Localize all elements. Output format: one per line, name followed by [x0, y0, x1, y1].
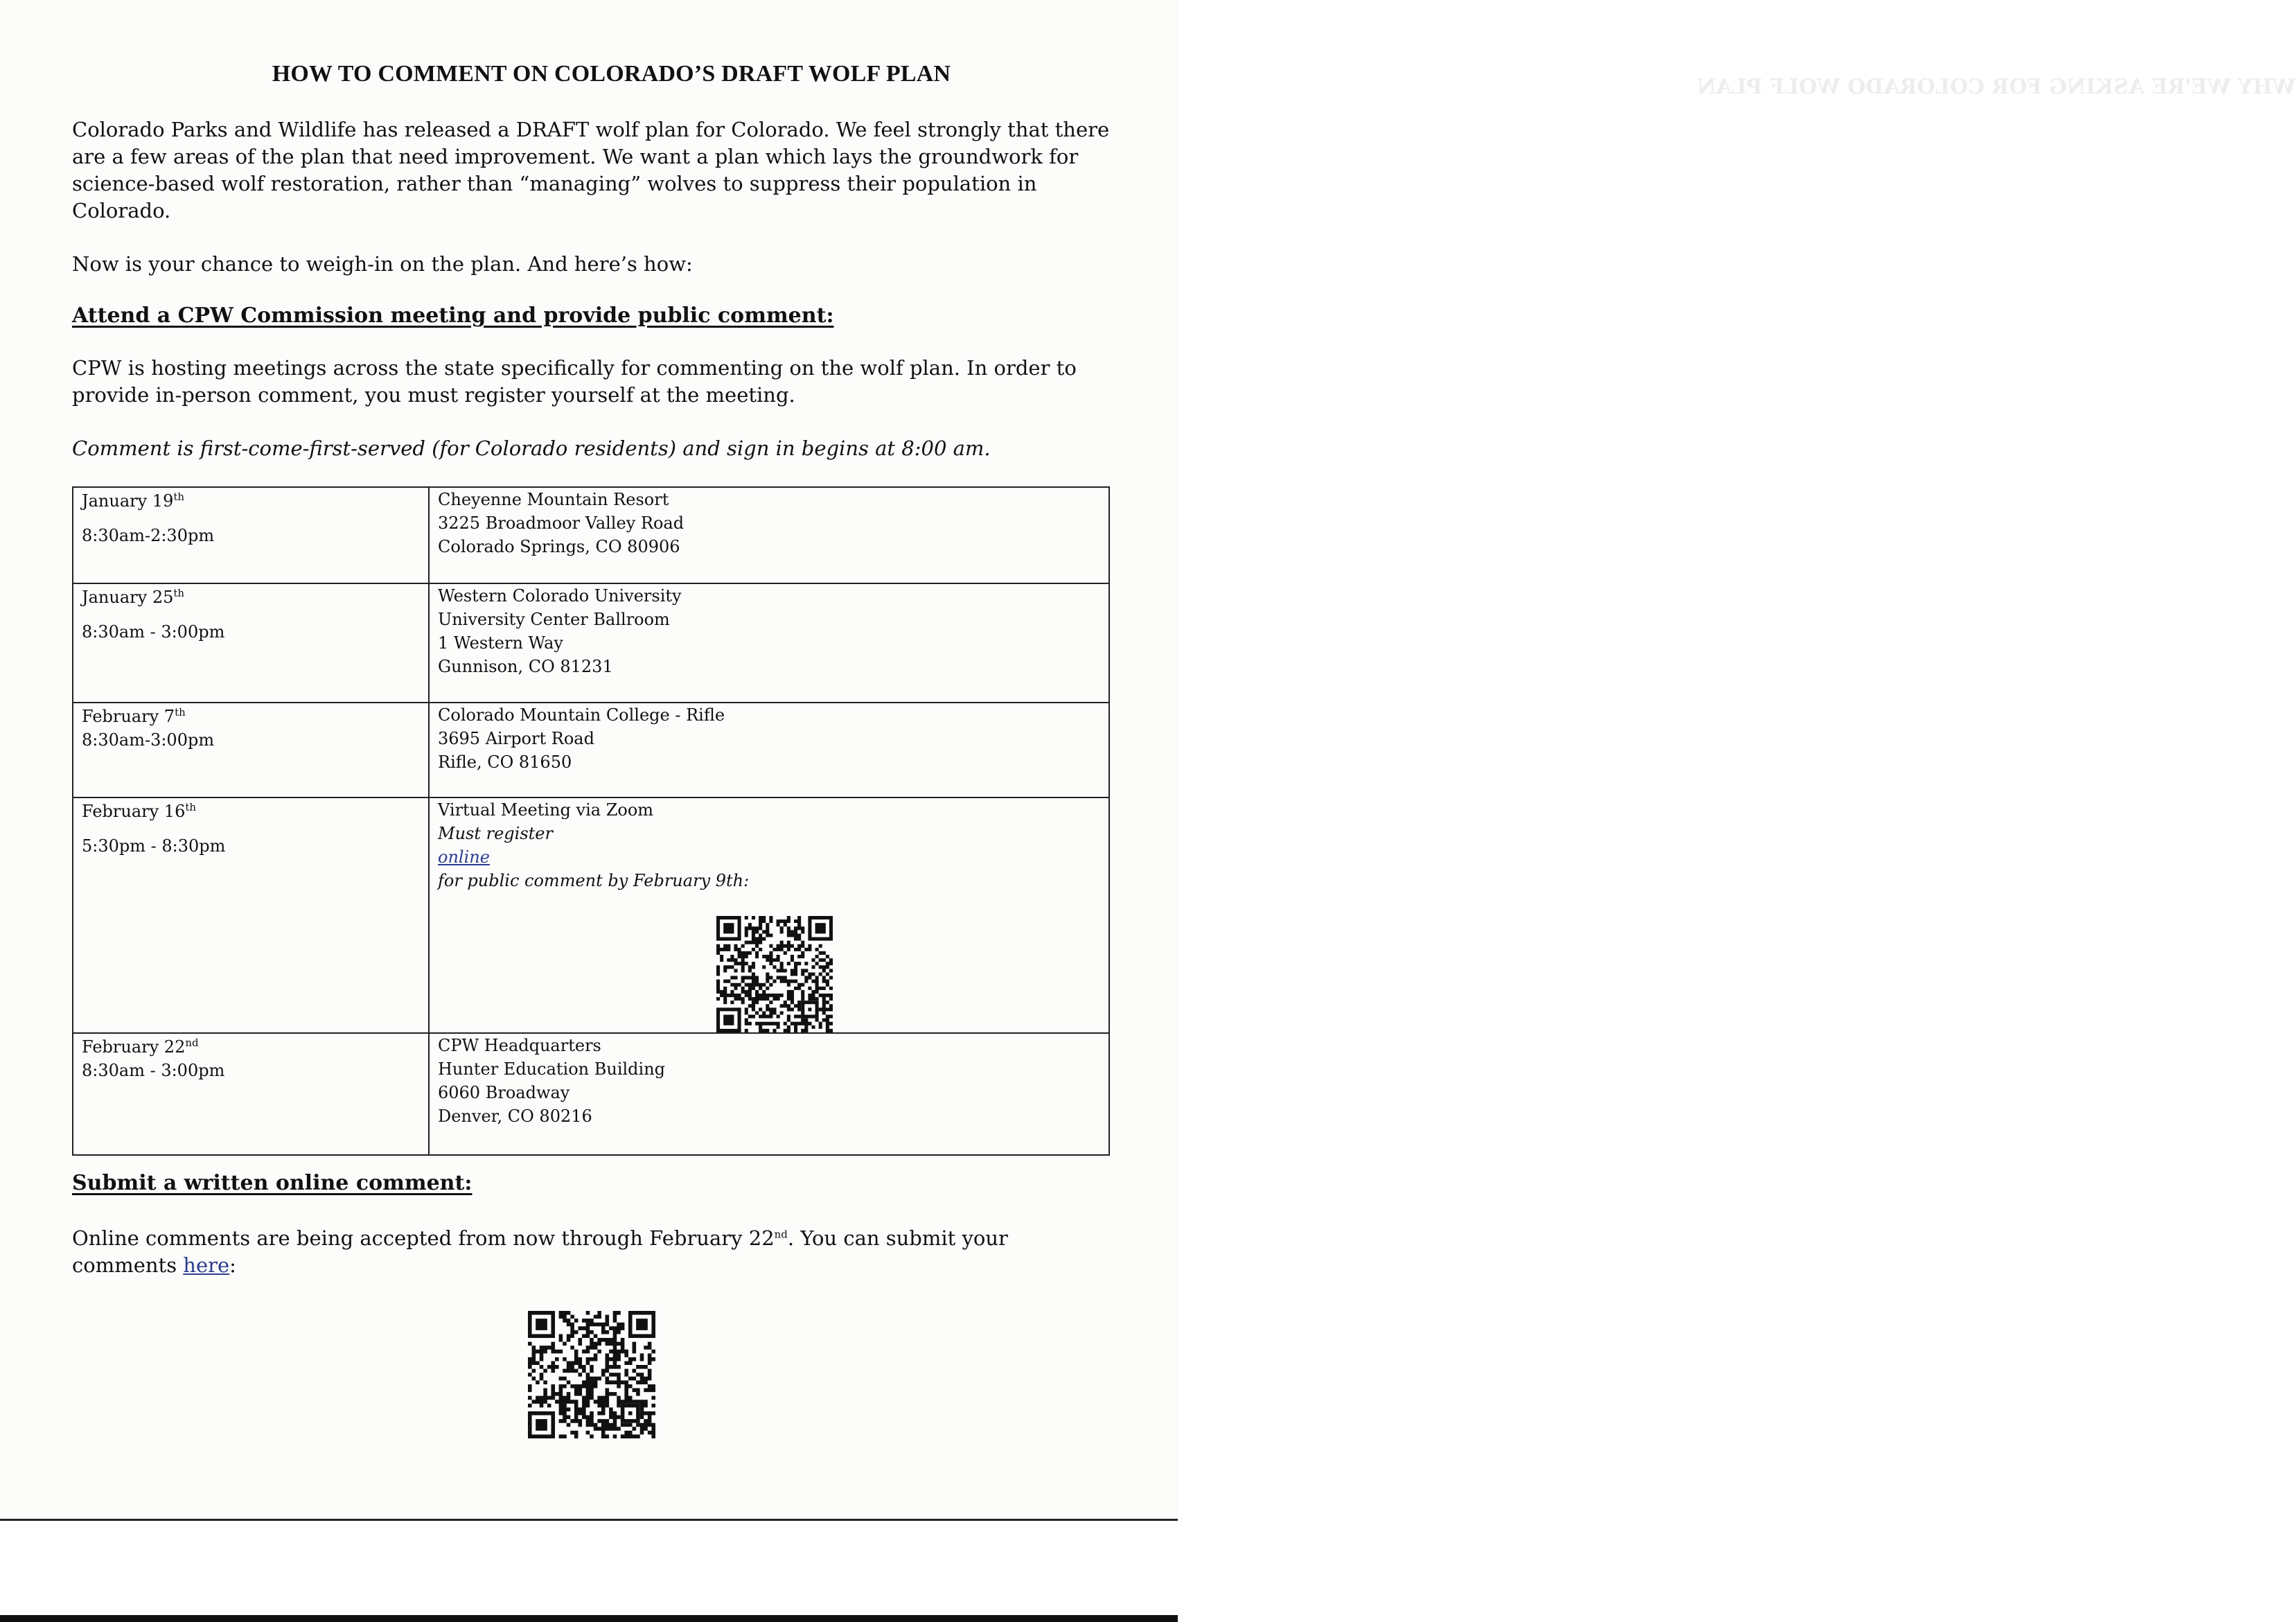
online-comment-body: Online comments are being accepted from now through February 22nd. You can submit your comments here: [72, 1226, 1008, 1277]
table-row [73, 1033, 1109, 1155]
location-line: University Center Ballroom [438, 610, 670, 629]
meeting-date-cell [73, 583, 429, 703]
date-ordinal: th [173, 587, 185, 599]
register-online-link[interactable]: online [438, 847, 490, 867]
scanner-edge [0, 1615, 1178, 1622]
location-line: Hunter Education Building [438, 1059, 666, 1079]
meeting-location-cell [429, 1033, 1109, 1155]
meeting-date: February 7 [82, 707, 175, 726]
location-line: CPW Headquarters [438, 1036, 601, 1055]
submit-comment-link[interactable]: here [183, 1253, 230, 1277]
attend-meeting-body: CPW is hosting meetings across the state specifically for commenting on the wolf plan. In order to provide in-person comment, you must register yourself at the meeting. [72, 356, 1077, 407]
zoom-registration-note: Must register online for public comment by February 9th: [438, 824, 750, 890]
meeting-location-cell [429, 583, 1109, 703]
sign-in-note: Comment is first-come-first-served (for Colorado residents) and sign in begins at 8:00 am. [72, 437, 991, 460]
location-line: 1 Western Way [438, 633, 563, 653]
location-line: Virtual Meeting via Zoom [438, 800, 654, 820]
meeting-date-cell [73, 703, 429, 797]
meeting-date-cell [73, 1033, 429, 1155]
page-title: HOW TO COMMENT ON COLORADO’S DRAFT WOLF PLAN [272, 61, 951, 87]
location-line: Colorado Springs, CO 80906 [438, 537, 680, 556]
qr-code-icon[interactable] [528, 1311, 655, 1438]
meeting-time: 8:30am-2:30pm [82, 526, 215, 545]
intro-paragraph: Colorado Parks and Wildlife has released a DRAFT wolf plan for Colorado. We feel strongly that there are a few areas of the plan that need improvement. We want a plan which lays the groundwork for science-based wolf restoration, rather than “managing” wolves to suppress their population in Colorado. [72, 118, 1110, 222]
date-ordinal: th [173, 491, 185, 503]
meeting-time: 8:30am-3:00pm [82, 730, 215, 750]
location-line: Rifle, CO 81650 [438, 752, 572, 772]
online-comment-heading: Submit a written online comment: [72, 1171, 473, 1195]
meeting-date-cell [73, 797, 429, 1033]
table-row [73, 583, 1109, 703]
meeting-time: 8:30am - 3:00pm [82, 1061, 225, 1080]
location-line: 3695 Airport Road [438, 729, 594, 748]
meeting-date: January 25 [82, 588, 174, 607]
location-line: Gunnison, CO 81231 [438, 657, 613, 676]
date-ordinal: th [175, 706, 186, 719]
chance-paragraph: Now is your chance to weigh-in on the plan. And here’s how: [72, 252, 693, 276]
attend-meeting-heading: Attend a CPW Commission meeting and provide public comment: [72, 303, 834, 328]
scanner-margin [0, 1519, 1178, 1622]
location-line: 6060 Broadway [438, 1083, 570, 1102]
table-row [73, 703, 1109, 797]
meeting-location-cell [429, 487, 1109, 583]
meeting-time: 5:30pm - 8:30pm [82, 836, 226, 856]
meeting-date: January 19 [82, 491, 174, 511]
table-row [73, 487, 1109, 583]
meeting-date: February 22 [82, 1037, 186, 1057]
location-line: 3225 Broadmoor Valley Road [438, 513, 685, 533]
meeting-location-cell [429, 703, 1109, 797]
meeting-date-cell [73, 487, 429, 583]
location-line: Colorado Mountain College - Rifle [438, 705, 725, 725]
table-row [73, 797, 1109, 1033]
qr-code-icon[interactable] [716, 916, 833, 1032]
meeting-schedule-table [72, 486, 1110, 1156]
meeting-location-cell [429, 797, 1109, 1033]
location-line: Cheyenne Mountain Resort [438, 490, 669, 509]
date-ordinal: nd [185, 1037, 199, 1049]
location-line: Western Colorado University [438, 586, 682, 606]
date-ordinal: th [185, 801, 197, 813]
location-line: Denver, CO 80216 [438, 1107, 592, 1126]
meeting-time: 8:30am - 3:00pm [82, 622, 225, 642]
bleed-through-text: WHY WE'RE ASKING FOR COLORADO WOLF PLAN [1697, 75, 2296, 99]
meeting-date: February 16 [82, 802, 186, 821]
